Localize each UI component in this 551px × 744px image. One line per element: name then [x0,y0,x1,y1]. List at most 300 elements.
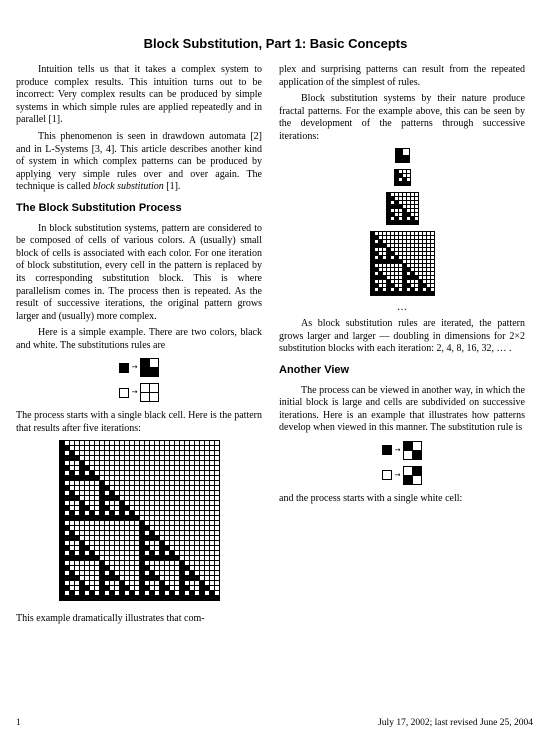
black-cell [100,481,104,485]
white-cell [387,272,390,275]
white-cell [145,511,149,515]
white-cell [80,526,84,530]
white-cell [95,576,99,580]
white-cell [180,496,184,500]
white-cell [85,591,89,595]
white-cell [135,441,139,445]
white-cell [115,451,119,455]
white-cell [120,541,124,545]
white-cell [205,561,209,565]
white-cell [200,466,204,470]
page-number: 1 [16,718,21,728]
white-cell [170,466,174,470]
black-cell [80,466,84,470]
white-cell [65,481,69,485]
black-cell [411,217,414,220]
white-cell [130,446,134,450]
white-cell [90,536,94,540]
white-cell [375,280,378,283]
white-cell [155,506,159,510]
white-cell [170,571,174,575]
white-cell [200,556,204,560]
white-cell [427,232,430,235]
white-cell [150,476,154,480]
black-cell [60,451,64,455]
black-cell [60,561,64,565]
white-cell [387,268,390,271]
black-cell [60,516,64,520]
white-cell [423,248,426,251]
white-cell [125,451,129,455]
black-cell [379,272,382,275]
white-cell [115,526,119,530]
black-cell [175,556,179,560]
black-cell [190,571,194,575]
white-cell [105,551,109,555]
white-cell [195,536,199,540]
white-cell [403,256,406,259]
white-cell [170,501,174,505]
black-cell [411,221,414,224]
white-cell [70,461,74,465]
white-cell [160,481,164,485]
white-cell [105,581,109,585]
white-cell [155,551,159,555]
white-cell [120,561,124,565]
black-cell [105,596,109,600]
white-cell [391,272,394,275]
white-cell [175,551,179,555]
white-cell [65,571,69,575]
white-cell [195,461,199,465]
white-cell [85,481,89,485]
white-cell [415,288,418,291]
black-cell [85,466,89,470]
black-cell [180,561,184,565]
white-cell [140,446,144,450]
black-cell [60,566,64,570]
white-cell [383,240,386,243]
white-cell [170,476,174,480]
white-cell [105,591,109,595]
white-cell [395,268,398,271]
white-cell [170,461,174,465]
white-cell [155,591,159,595]
white-cell [431,252,434,255]
paragraph: Block substitution systems by their nature produce fractal patterns. For the example above, this can be seen by the development of the patterns through successive iterations: [279,93,525,142]
black-cell [60,441,64,445]
white-cell [115,541,119,545]
white-cell [155,541,159,545]
white-cell [100,536,104,540]
paragraph: Intuition tells us that it takes a complex system to produce complex results. This intuition turns out to be incorrect: Very complex results can be produced by simple systems in which simple rules are applied repeatedly and in parallel [1]. [16,64,262,126]
white-cell [80,561,84,565]
figure-iteration-3 [279,192,525,225]
black-cell [165,586,169,590]
white-cell [383,256,386,259]
white-cell [80,571,84,575]
white-cell [195,511,199,515]
white-cell [145,441,149,445]
white-cell [195,566,199,570]
white-cell [190,451,194,455]
black-cell [403,264,406,267]
white-cell [90,441,94,445]
black-cell [170,591,174,595]
right-column [279,64,525,510]
white-cell [403,244,406,247]
white-cell [130,486,134,490]
white-cell [90,561,94,565]
white-cell [130,556,134,560]
white-cell [150,393,158,401]
black-cell [200,581,204,585]
white-cell [205,441,209,445]
white-cell [407,236,410,239]
black-cell [115,596,119,600]
white-cell [115,546,119,550]
black-cell [411,288,414,291]
black-cell [100,501,104,505]
black-cell [80,461,84,465]
white-cell [135,461,139,465]
white-cell [90,491,94,495]
white-cell [90,526,94,530]
white-cell [170,521,174,525]
white-cell [130,451,134,455]
white-cell [411,205,414,208]
white-cell [80,536,84,540]
white-cell [145,446,149,450]
white-cell [115,591,119,595]
white-cell [65,521,69,525]
black-cell [403,292,406,295]
white-cell [210,471,214,475]
white-cell [210,451,214,455]
white-cell [125,486,129,490]
white-cell [165,591,169,595]
black-cell [165,556,169,560]
white-cell [85,571,89,575]
white-cell [115,531,119,535]
paragraph: This example dramatically illustrates that com- [16,612,205,624]
black-cell [65,566,69,570]
white-cell [200,501,204,505]
white-cell [210,506,214,510]
figure-iteration-2 [279,169,525,186]
black-cell [391,260,394,263]
white-cell [411,260,414,263]
white-cell [175,501,179,505]
white-cell [190,581,194,585]
white-cell [130,526,134,530]
black-cell [120,591,124,595]
black-cell [403,156,409,162]
white-cell [395,284,398,287]
white-cell [205,591,209,595]
white-cell [105,481,109,485]
white-cell [407,256,410,259]
white-cell [175,571,179,575]
black-cell [60,536,64,540]
white-cell [399,209,402,212]
black-cell [155,576,159,580]
black-cell [125,506,129,510]
white-cell [130,456,134,460]
white-cell [195,501,199,505]
black-cell [70,496,74,500]
white-cell [125,446,129,450]
white-cell [200,476,204,480]
white-cell [391,201,394,204]
white-cell [80,496,84,500]
white-cell [105,511,109,515]
black-cell [90,511,94,515]
white-cell [95,531,99,535]
white-cell [75,441,79,445]
white-cell [110,446,114,450]
white-cell [120,496,124,500]
black-cell [185,586,189,590]
black-cell [403,288,406,291]
black-cell [423,284,426,287]
white-cell [90,566,94,570]
black-cell [395,201,398,204]
white-cell [399,236,402,239]
white-cell [130,561,134,565]
white-cell [190,441,194,445]
white-cell [105,441,109,445]
black-cell [140,561,144,565]
white-cell [90,576,94,580]
black-cell [160,591,164,595]
white-cell [419,276,422,279]
white-cell [70,521,74,525]
white-cell [150,471,154,475]
white-cell [180,546,184,550]
black-cell [155,556,159,560]
black-cell [407,268,410,271]
black-cell [150,531,154,535]
white-cell [195,586,199,590]
black-cell [200,596,204,600]
white-cell [65,531,69,535]
white-cell [205,566,209,570]
white-cell [155,546,159,550]
white-cell [431,272,434,275]
white-cell [140,496,144,500]
white-cell [135,486,139,490]
black-cell [391,197,394,200]
black-cell [175,596,179,600]
black-cell [205,586,209,590]
white-cell [180,506,184,510]
black-cell [387,280,390,283]
white-cell [110,481,114,485]
white-cell [195,591,199,595]
white-cell [130,536,134,540]
white-cell [125,511,129,515]
black-cell [100,571,104,575]
black-cell [190,576,194,580]
white-cell [170,531,174,535]
white-cell [90,586,94,590]
white-cell [185,496,189,500]
black-cell [185,566,189,570]
black-cell [145,586,149,590]
white-cell [210,486,214,490]
white-cell [399,248,402,251]
white-cell [399,213,402,216]
white-cell [120,461,124,465]
black-cell [80,501,84,505]
white-cell [75,581,79,585]
black-cell [105,566,109,570]
white-cell [403,240,406,243]
white-cell [175,526,179,530]
black-cell [399,221,402,224]
white-cell [105,526,109,530]
black-cell [75,476,79,480]
white-cell [170,456,174,460]
white-cell [135,566,139,570]
white-cell [387,232,390,235]
white-cell [190,501,194,505]
white-cell [415,284,418,287]
black-cell [100,596,104,600]
white-cell [150,546,154,550]
white-cell [145,506,149,510]
white-cell [180,521,184,525]
black-cell [407,213,410,216]
black-cell [170,556,174,560]
black-cell [195,576,199,580]
white-cell [170,451,174,455]
white-cell [85,541,89,545]
white-cell [215,536,219,540]
white-cell [215,516,219,520]
white-cell [423,288,426,291]
white-cell [80,486,84,490]
white-cell [200,561,204,565]
white-cell [145,486,149,490]
white-cell [95,471,99,475]
white-cell [185,521,189,525]
white-cell [140,486,144,490]
white-cell [175,496,179,500]
white-cell [90,461,94,465]
white-cell [411,193,414,196]
black-cell [60,481,64,485]
white-cell [80,446,84,450]
paragraph: plex and surprising patterns can result from the repeated application of the simplest of rules. [279,64,525,88]
white-cell [150,526,154,530]
black-cell [60,466,64,470]
white-cell [379,268,382,271]
white-cell [125,561,129,565]
black-cell [85,586,89,590]
white-cell [75,526,79,530]
white-cell [395,244,398,247]
black-cell [150,596,154,600]
white-cell [215,581,219,585]
white-cell [379,232,382,235]
black-cell [395,178,398,181]
white-cell [387,244,390,247]
black-cell [80,471,84,475]
white-cell [120,491,124,495]
white-cell [175,476,179,480]
white-cell [105,446,109,450]
page-title: Block Substitution, Part 1: Basic Concepts [143,36,408,51]
black-cell [387,221,390,224]
white-cell [180,466,184,470]
white-cell [125,501,129,505]
white-cell [399,178,402,181]
black-cell [419,280,422,283]
white-cell [391,244,394,247]
white-cell [145,481,149,485]
white-cell [130,476,134,480]
white-cell [165,476,169,480]
white-cell [85,461,89,465]
white-cell [383,264,386,267]
white-cell [407,244,410,247]
white-cell [200,516,204,520]
black-cell [411,276,414,279]
white-cell [175,486,179,490]
white-cell [175,511,179,515]
black-cell [379,256,382,259]
white-cell [419,264,422,267]
black-cell [150,551,154,555]
white-cell [395,232,398,235]
black-cell [391,221,394,224]
black-cell [427,292,430,295]
white-cell [85,511,89,515]
arrow-icon: → [394,470,401,479]
white-cell [105,556,109,560]
white-cell [140,461,144,465]
white-cell [185,471,189,475]
black-cell [403,213,406,216]
black-cell [403,276,406,279]
white-cell [185,461,189,465]
white-cell [140,451,144,455]
white-cell [70,546,74,550]
white-cell [90,481,94,485]
black-cell [70,556,74,560]
black-cell [383,260,386,263]
black-cell [180,586,184,590]
black-cell [215,596,219,600]
white-cell [431,244,434,247]
white-cell [215,461,219,465]
source-black-cell [119,363,129,373]
black-cell [65,476,69,480]
white-cell [120,566,124,570]
black-cell [383,244,386,247]
black-cell [60,526,64,530]
white-cell [415,268,418,271]
white-cell [415,260,418,263]
white-cell [383,272,386,275]
white-cell [210,536,214,540]
white-cell [215,546,219,550]
rule-white [119,383,160,402]
white-cell [125,526,129,530]
source-black-cell [382,445,392,455]
